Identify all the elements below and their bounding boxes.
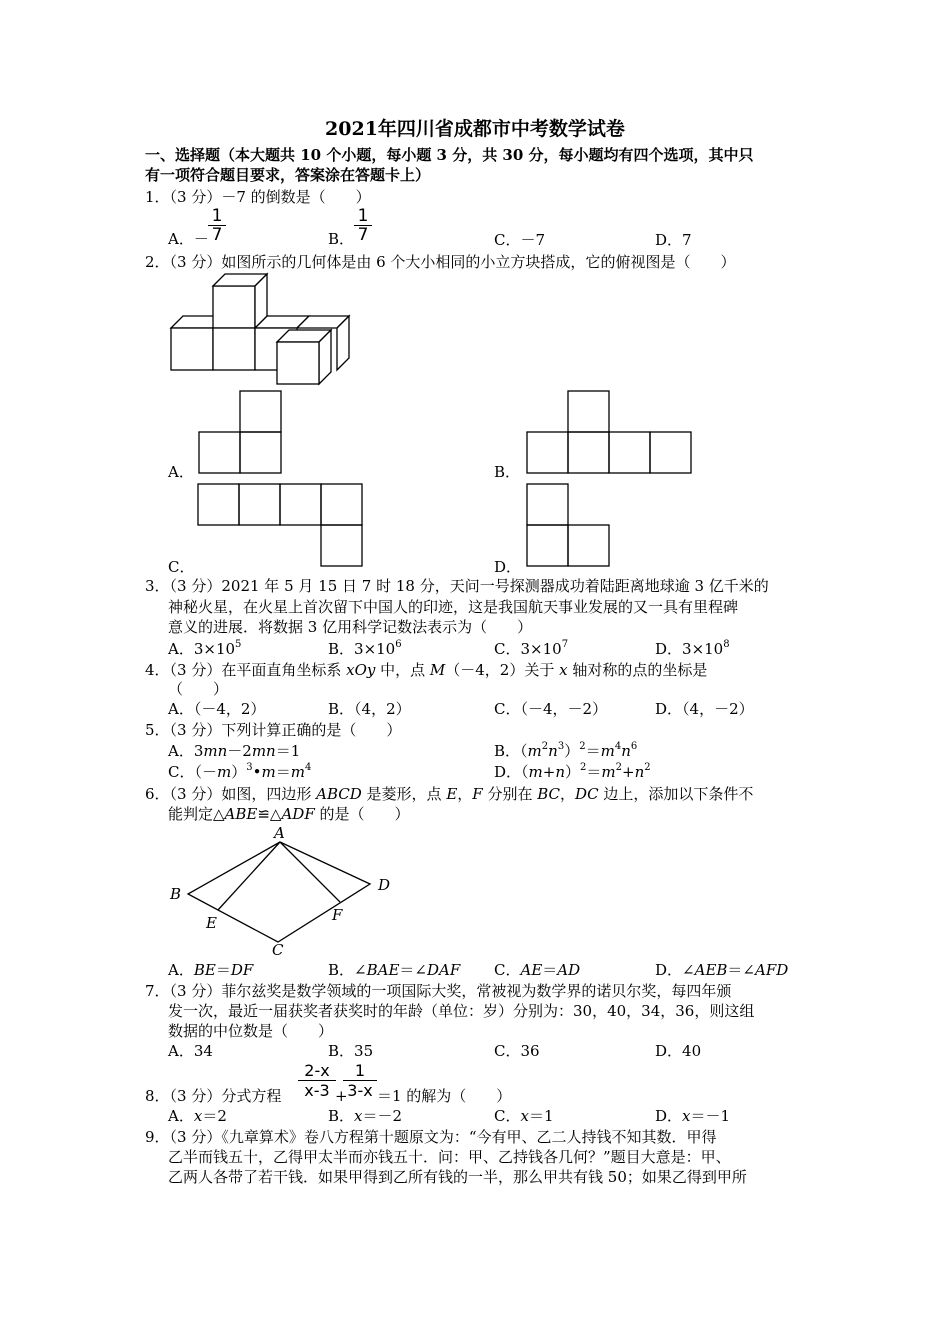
q3-line1: 3．（3 分）2021 年 5 月 15 日 7 时 18 分，天问一号探测器成功着陆距离地球逾 3 亿千米的 bbox=[145, 577, 769, 595]
q3-option-a: A．$3\times 10^5$ bbox=[168, 639, 242, 658]
q3-option-c: C．$3\times 10^7$ bbox=[494, 639, 569, 658]
label-a: A bbox=[274, 824, 285, 842]
q8-f2-numerator: 1 bbox=[354, 1061, 366, 1080]
q8-stem-prefix: 8．（3 分）分式方程 bbox=[145, 1087, 282, 1105]
q6-line1: 6．（3 分）如图，四边形 ABCD 是菱形，点 E，F 分别在 BC，DC 边上，添加以下条件不 bbox=[145, 785, 754, 803]
q1-b-denominator: 7 bbox=[357, 225, 369, 245]
q8-option-b: B．x＝－2 bbox=[328, 1107, 403, 1125]
label-c: C bbox=[272, 941, 284, 959]
q3-option-d: D．$3\times 10^8$ bbox=[655, 639, 730, 658]
q5-option-a: A．3mn－2mn＝1 bbox=[168, 742, 301, 760]
q9-line2: 乙半而钱五十，乙得甲太半而亦钱五十．问：甲、乙持钱各几何？”题目大意是：甲、 bbox=[168, 1148, 731, 1166]
q8-f1-numerator: 2-x bbox=[304, 1061, 330, 1080]
q2-option-d-label: D． bbox=[494, 558, 522, 576]
q3-line3: 意义的进展．将数据 3 亿用科学记数法表示为（ ） bbox=[168, 618, 533, 636]
q7-line2: 发一次，最近一届获奖者获奖时的年龄（单位：岁）分别为：30，40，34，36，则这组 bbox=[168, 1002, 755, 1020]
label-e: E bbox=[206, 914, 217, 932]
q3-line2: 神秘火星，在火星上首次留下中国人的印迹，这是我国航天事业发展的又一具有里程碑 bbox=[168, 598, 739, 616]
q1-option-a-label: A．－ bbox=[168, 230, 209, 248]
q8-f1-denominator: x-3 bbox=[304, 1081, 330, 1100]
q4-option-d: D．（4，－2） bbox=[655, 700, 754, 718]
q6-rhombus-figure bbox=[160, 822, 400, 962]
q7-option-c: C．36 bbox=[494, 1042, 540, 1060]
q2-solid-figure bbox=[165, 272, 355, 377]
q8-fraction-2 bbox=[343, 1061, 377, 1100]
q8-plus: + bbox=[335, 1087, 348, 1105]
q2-option-c-figure bbox=[197, 483, 365, 567]
page-title: 2021年四川省成都市中考数学试卷 bbox=[325, 118, 625, 140]
q4-option-a: A．（－4，2） bbox=[168, 700, 266, 718]
q1-option-b-label: B． bbox=[328, 230, 355, 248]
q2-stem: 2．（3 分）如图所示的几何体是由 6 个大小相同的小立方块搭成，它的俯视图是（ ） bbox=[145, 253, 736, 271]
q6-option-a: A．BE＝DF bbox=[168, 961, 254, 979]
q6-option-c: C．AE＝AD bbox=[494, 961, 581, 979]
q4-line2: （ ） bbox=[168, 680, 229, 698]
q7-option-a: A．34 bbox=[168, 1042, 213, 1060]
q1-b-numerator: 1 bbox=[357, 206, 369, 226]
q8-option-d: D．x＝－1 bbox=[655, 1107, 731, 1125]
q6-option-d: D．∠AEB＝∠AFD bbox=[655, 961, 789, 979]
q8-stem-suffix: ＝1 的解为（ ） bbox=[377, 1087, 512, 1105]
q7-option-d: D．40 bbox=[655, 1042, 702, 1060]
q2-option-b-label: B． bbox=[494, 463, 521, 481]
q1-option-a-fraction bbox=[208, 207, 226, 244]
q5-option-d: D．$(m+n)^2=m^2+n^2$ bbox=[494, 762, 651, 781]
q4-line1: 4．（3 分）在平面直角坐标系 xOy 中，点 M（－4，2）关于 x 轴对称的点的坐标是 bbox=[145, 661, 708, 679]
q1-a-numerator: 1 bbox=[211, 206, 223, 226]
q2-option-a-figure bbox=[198, 390, 284, 474]
q8-fraction-1 bbox=[298, 1061, 336, 1100]
q9-line1: 9．（3 分）《九章算术》卷八方程第十题原文为：“今有甲、乙二人持钱不知其数．甲得 bbox=[145, 1128, 717, 1146]
q5-stem: 5．（3 分）下列计算正确的是（ ） bbox=[145, 721, 402, 739]
q7-line1: 7．（3 分）菲尔兹奖是数学领域的一项国际大奖，常被视为数学界的诺贝尔奖，每四年颁 bbox=[145, 982, 732, 1000]
q1-option-b-fraction bbox=[354, 207, 372, 244]
q5-option-c: C．$(-m)^3•m=m^4$ bbox=[168, 762, 312, 781]
q1-a-denominator: 7 bbox=[211, 225, 223, 245]
q3-option-b: B．$3\times 10^6$ bbox=[328, 639, 402, 658]
label-f: F bbox=[332, 906, 343, 924]
section-heading-line2: 有一项符合题目要求，答案涂在答题卡上） bbox=[145, 166, 431, 184]
segment-ae bbox=[218, 842, 280, 910]
q1-option-d: D．7 bbox=[655, 231, 692, 249]
q8-option-c: C．x＝1 bbox=[494, 1107, 554, 1125]
q2-option-a-label: A． bbox=[168, 463, 194, 481]
q8-f2-denominator: 3-x bbox=[347, 1081, 373, 1100]
label-b: B bbox=[170, 885, 182, 903]
q4-option-b: B．（4，2） bbox=[328, 700, 411, 718]
q1-stem: 1．（3 分）－7 的倒数是（ ） bbox=[145, 188, 371, 206]
section-heading-line1: 一、选择题（本大题共 10 个小题，每小题 3 分，共 30 分，每小题均有四个选项，其中只 bbox=[145, 146, 754, 164]
segment-af bbox=[280, 842, 340, 902]
q8-option-a: A．x＝2 bbox=[168, 1107, 227, 1125]
q1-option-c: C．－7 bbox=[494, 231, 546, 249]
q6-option-b: B．∠BAE＝∠DAF bbox=[328, 961, 461, 979]
q2-option-d-figure bbox=[526, 483, 612, 567]
q7-option-b: B．35 bbox=[328, 1042, 374, 1060]
label-d: D bbox=[378, 876, 391, 894]
q5-option-b: B．$(m^2n^3)^2=m^4n^6$ bbox=[494, 741, 638, 760]
q9-line3: 乙两人各带了若干钱．如果甲得到乙所有钱的一半，那么甲共有钱 50；如果乙得到甲所 bbox=[168, 1168, 747, 1186]
q2-option-c-label: C． bbox=[168, 558, 195, 576]
q2-option-b-figure bbox=[526, 390, 694, 474]
q6-line2: 能判定△ABE≌△ADF 的是（ ） bbox=[168, 805, 410, 823]
q7-line3: 数据的中位数是（ ） bbox=[168, 1022, 334, 1040]
q4-option-c: C．（－4，－2） bbox=[494, 700, 608, 718]
